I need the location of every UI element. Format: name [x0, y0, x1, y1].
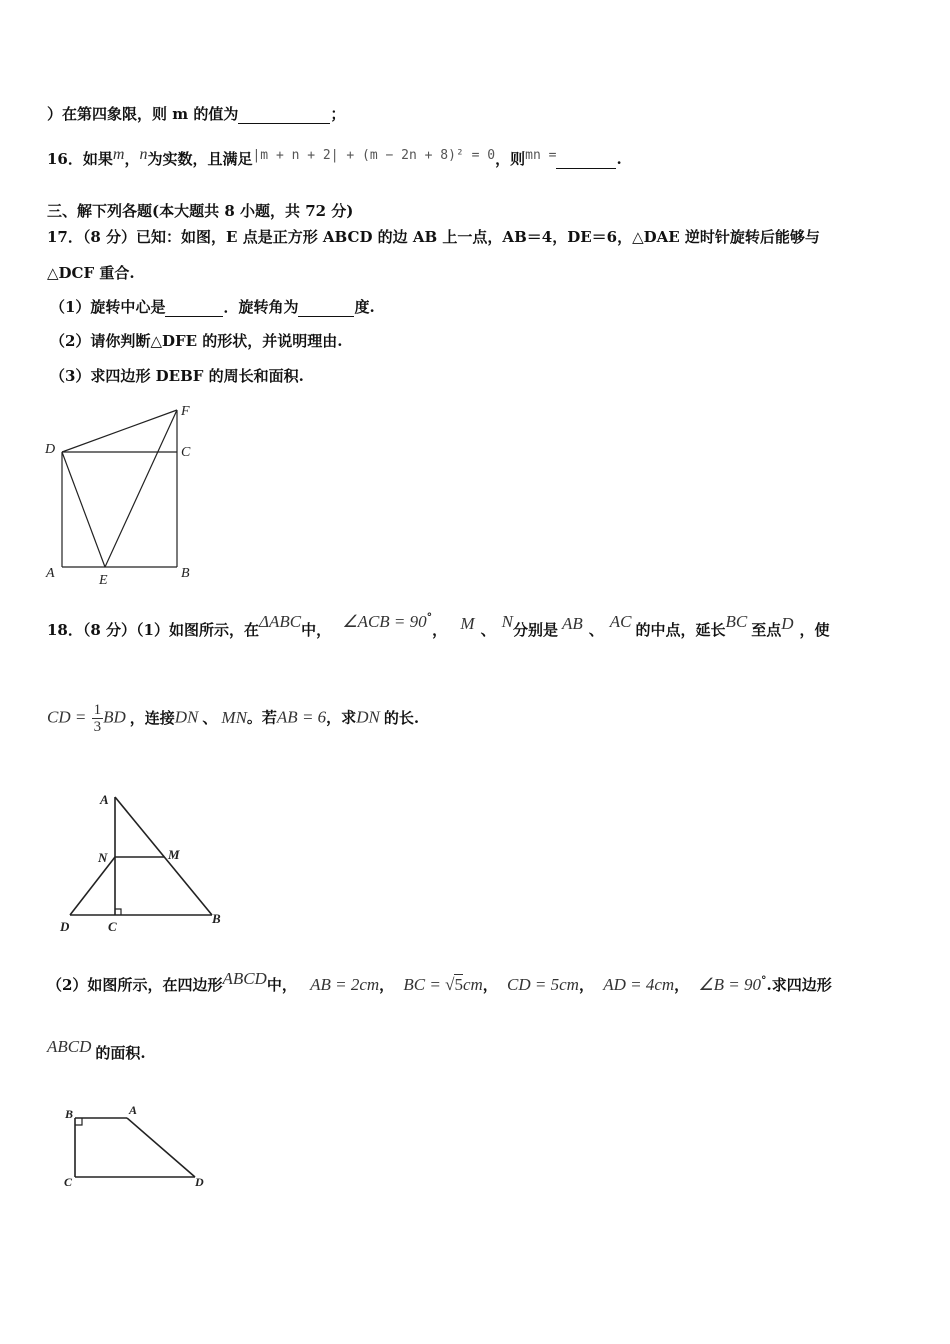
q17-sub3: （3）求四边形 DEBF 的周长和面积. [50, 367, 304, 385]
q17-sub1: （1）旋转中心是 ．旋转角为 度. [50, 298, 375, 316]
label-D: D [60, 919, 70, 934]
q18-figure-1 [50, 785, 240, 940]
q17-line2: △DCF 重合. [47, 264, 135, 282]
q18-part2-line1: （2）如图所示，在四边形ABCD中， AB = 2cm， BC = √5cm， CD = 5cm， AD = 4cm， ∠B = 90°.求四边形 [47, 969, 832, 994]
q16-mn: mn = [525, 148, 557, 163]
label-D: D [195, 1175, 204, 1189]
q17-sub2: （2）请你判断△DFE 的形状，并说明理由. [50, 332, 343, 350]
label-B: B [212, 911, 221, 926]
label-E: E [99, 573, 108, 588]
label-N: N [98, 850, 108, 865]
q17-blank-angle [298, 298, 354, 317]
label-A: A [129, 1103, 138, 1117]
q15-blank [238, 105, 330, 124]
label-A: A [46, 566, 55, 581]
var-m: m [112, 146, 125, 163]
q17-blank-center [165, 298, 223, 317]
label-F: F [181, 404, 190, 419]
section-3-heading: 三、解下列各题(本大题共 8 小题，共 72 分) [47, 202, 354, 220]
label-C: C [181, 445, 191, 460]
q18-line1: 18．（8 分）（1）如图所示，在ΔABC中， ∠ACB = 90°， M 、 N分别是 AB 、 AC 的中点，延长BC 至点D ，使 [47, 611, 830, 639]
label-B: B [65, 1107, 74, 1121]
q18-part2-line2: ABCD 的面积. [47, 1037, 146, 1062]
q17-line1: 17．（8 分）已知：如图，E 点是正方形 ABCD 的边 AB 上一点，AB＝4，DE＝6，△DAE 逆时针旋转后能够与 [47, 228, 820, 246]
q16-equation: |m + n + 2| + (m − 2n + 8)² = 0 [252, 148, 496, 163]
label-A: A [100, 792, 109, 807]
var-n: n [139, 146, 148, 163]
q15-tail: ）在第四象限，则 m 的值为 ； [47, 105, 346, 123]
label-M: M [168, 847, 180, 862]
q16: 16．如果m，n为实数，且满足|m + n + 2| + (m − 2n + 8)² = 0，则mn = . [47, 146, 622, 168]
q18-line2: CD = $\frac{1}{3}$ BD ，连接DN 、 MN。若AB = 6，求DN 的长. [47, 702, 420, 735]
fraction-one-third: $\frac{1}{3}$ [93, 702, 102, 735]
q16-blank [556, 150, 616, 169]
label-D: D [45, 442, 56, 457]
q18-figure-2 [55, 1100, 220, 1195]
label-B: B [181, 566, 190, 581]
label-C: C [64, 1175, 73, 1189]
label-C: C [108, 919, 117, 934]
q17-figure [40, 398, 210, 588]
